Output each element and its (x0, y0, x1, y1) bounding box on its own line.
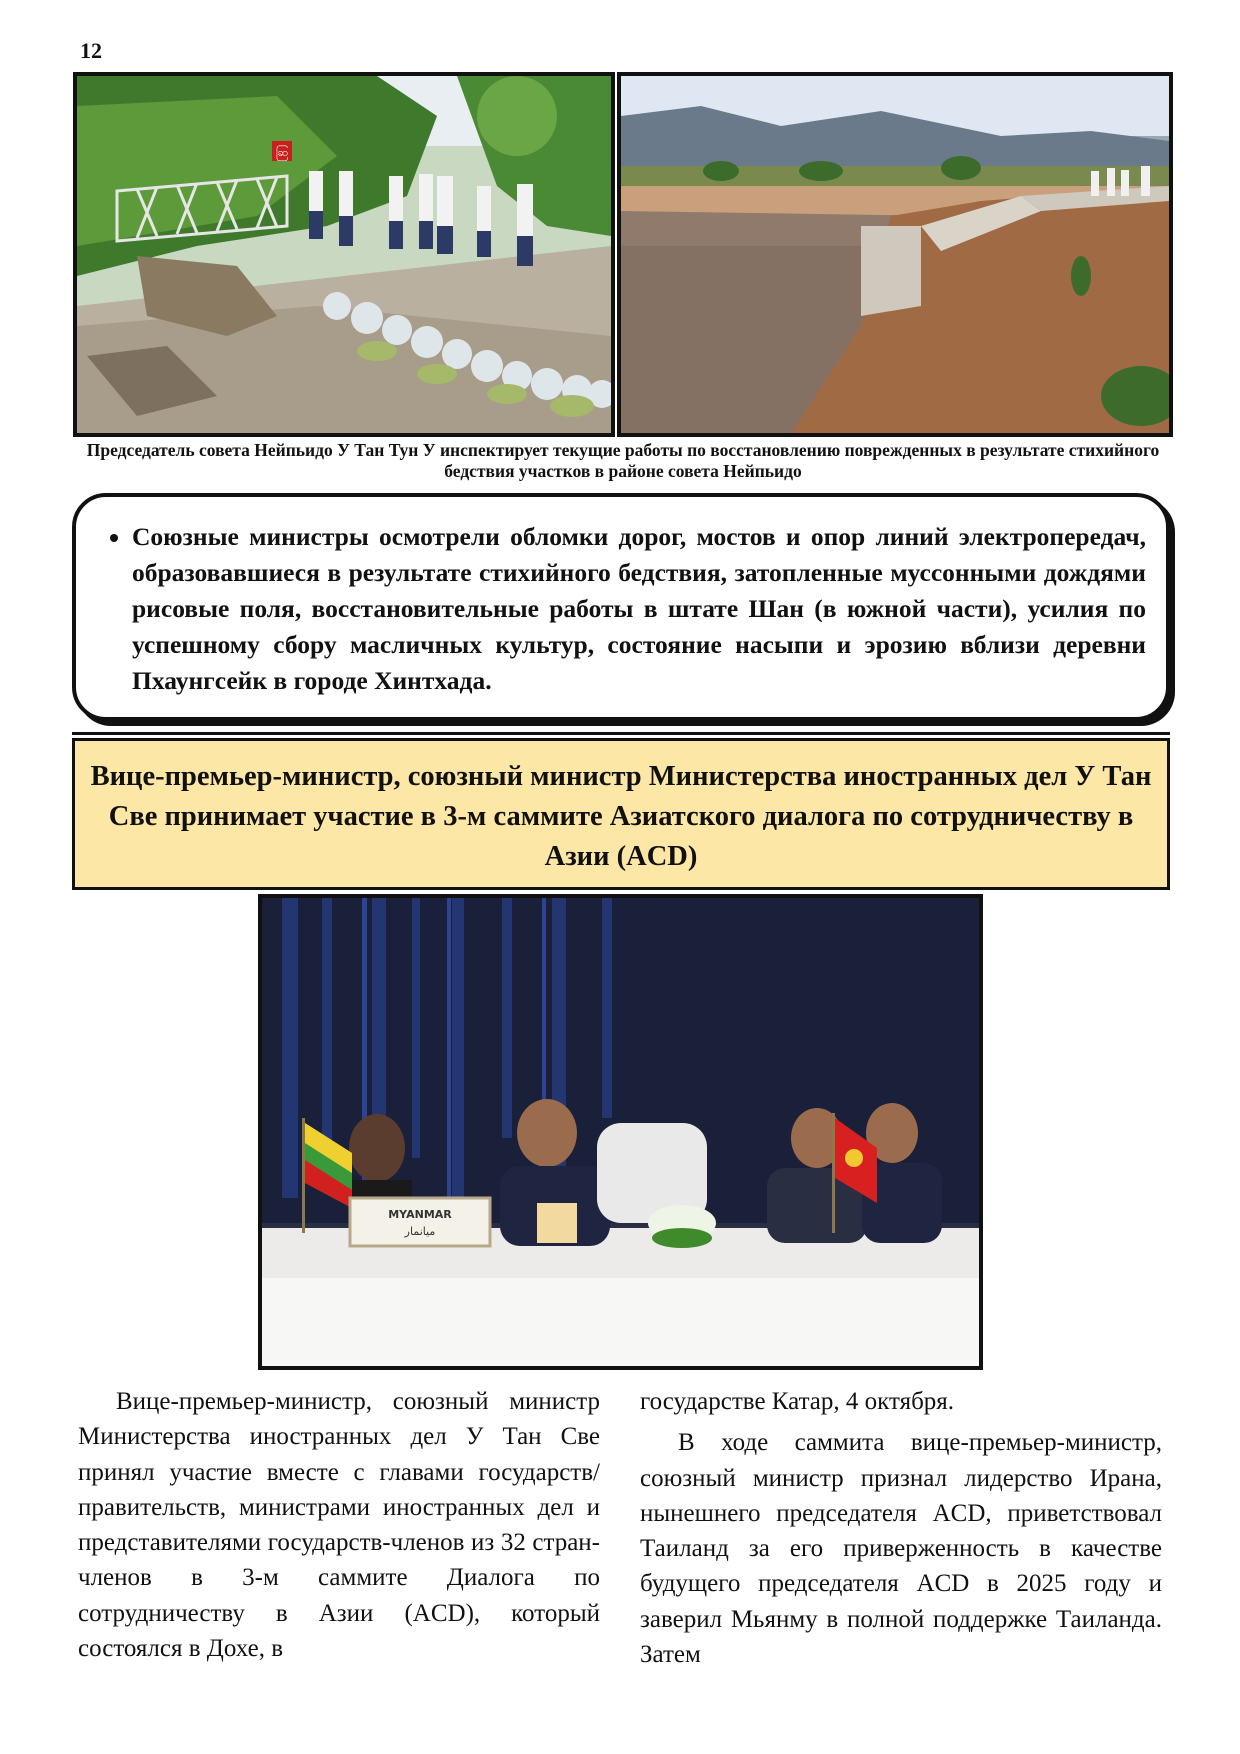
page-number: 12 (80, 38, 102, 63)
article-column-left (78, 1384, 600, 1666)
article-headline: Вице-премьер-министр, союзный министр Министерства иностранных дел У Тан Све принимает участие в 3-м саммите Азиатского диалога по сотрудничеству в Азии (ACD) (90, 761, 1152, 872)
sign-text: ဆြ (275, 146, 289, 159)
nameplate-bottom: ميانمار (404, 1225, 436, 1238)
nameplate-top: MYANMAR (388, 1208, 452, 1221)
photo-caption: Председатель совета Нейпьидо У Тан Тун У инспектирует текущие работы по восстановлению поврежденных в результате стихийного бедствия участков в районе совета Нейпьидо (86, 440, 1160, 481)
article-paragraph: В ходе саммита вице-премьер-министр, союзный министр признал лидерство Ирана, нынешнего председателя ACD, приветствовал Таиланд за его приверженность в качестве будущего председателя ACD в 2025 году и заверил Мьянму в полной поддержке Таиланда. Затем (640, 1429, 1162, 1669)
summit-photo (258, 894, 983, 1370)
article-paragraph: Вице-премьер-министр, союзный министр Министерства иностранных дел У Тан Све принял участие вместе с главами государств/правительств, министрами иностранных дел и представителями государств-членов из 32 стран-членов в 3-м саммите Диалога по сотрудничеству в Азии (ACD), который состоялся в Дохе, в (78, 1388, 600, 1663)
summary-bullet-box (72, 493, 1170, 721)
article-column-right (640, 1384, 1162, 1672)
article-headline-box (72, 738, 1170, 890)
bridge-inspection-photo (73, 72, 615, 437)
article-paragraph-continued: государстве Катар, 4 октября. (640, 1388, 955, 1415)
summary-bullet: • Союзные министры осмотрели обломки дорог, мостов и опор линий электропередач, образовавшиеся в результате стихийного бедствия, затопленные муссонными дождями рисовые поля, восстановительные работы в штате Шан (в южной части), усилия по успешному сбору масличных культур, состояние насыпи и эрозию вблизи деревни Пхаунгсейк в городе Хинтхада. (132, 519, 1146, 699)
river-erosion-photo (617, 72, 1173, 437)
